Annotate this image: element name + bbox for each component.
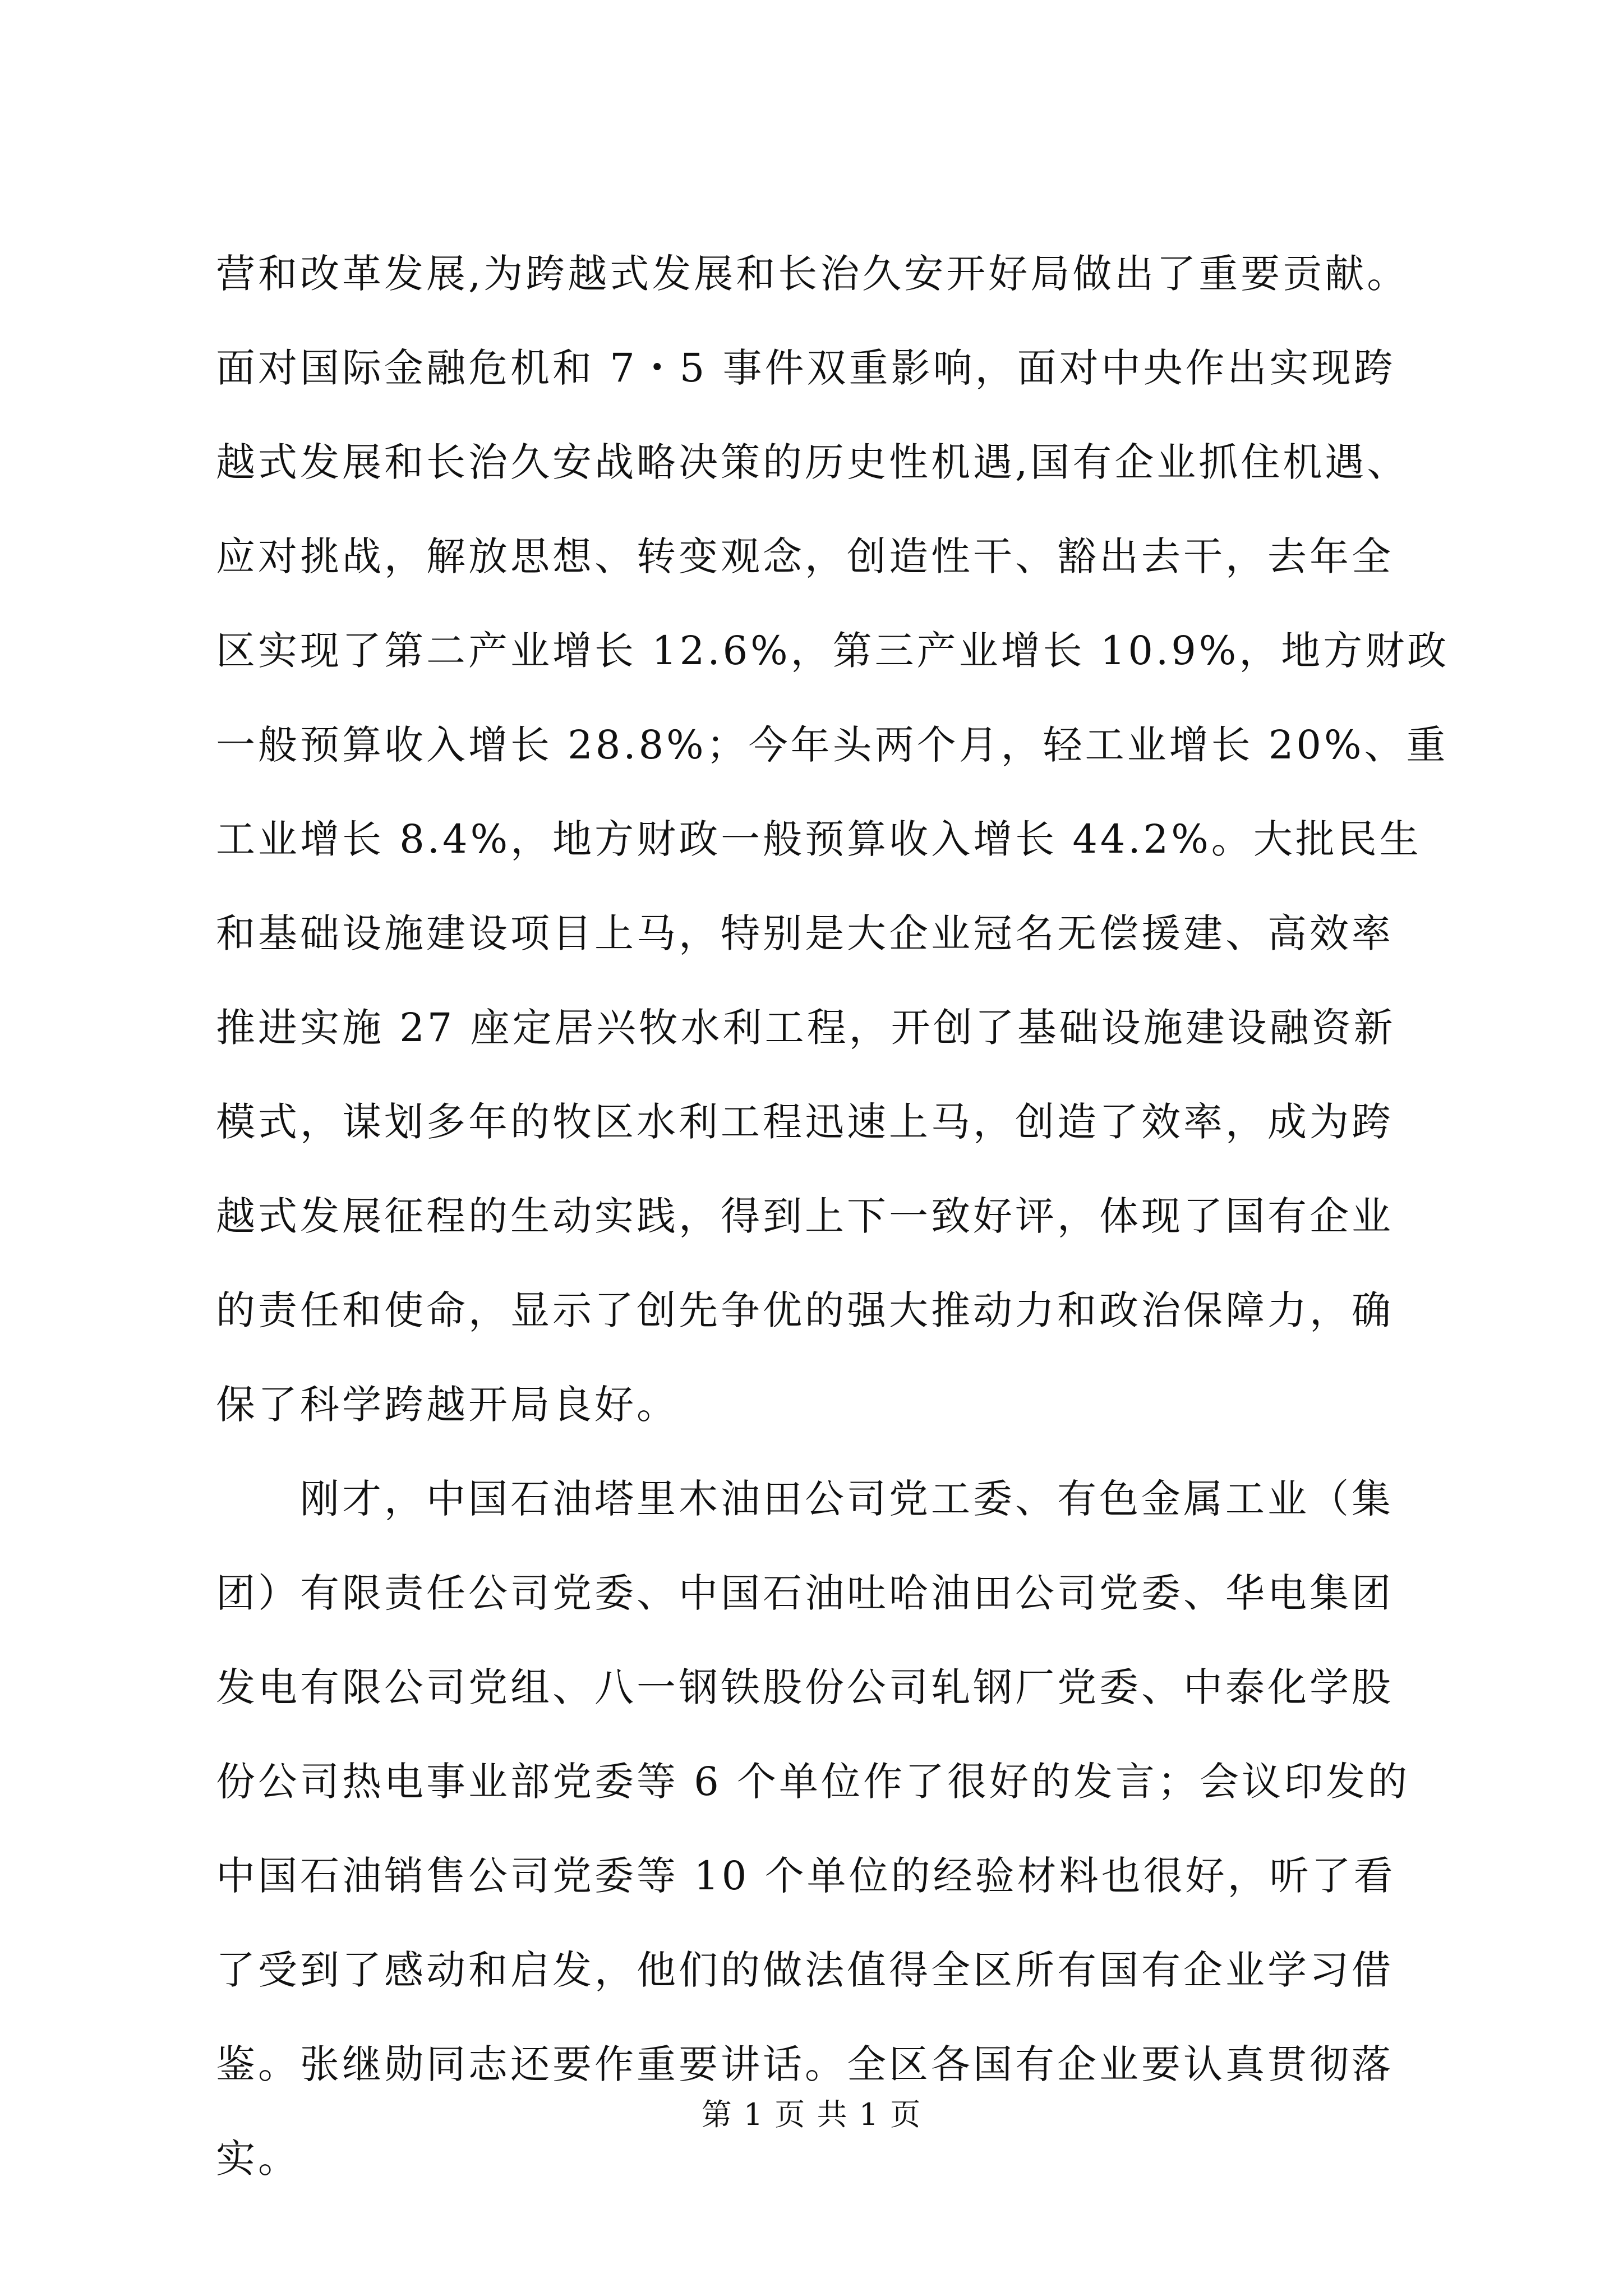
text-line: 份公司热电事业部党委等 6 个单位作了很好的发言；会议印发的 <box>216 1759 1410 1805</box>
text-line: 和基础设施建设项目上马，特别是大企业冠名无偿援建、高效率 <box>216 910 1394 956</box>
text-line: 团）有限责任公司党委、中国石油吐哈油田公司党委、华电集团 <box>216 1570 1394 1616</box>
text-line: 面对国际金融危机和 7・5 事件双重影响，面对中央作出实现跨 <box>216 345 1396 391</box>
text-line: 推进实施 27 座定居兴牧水利工程，开创了基础设施建设融资新 <box>216 1005 1396 1051</box>
text-line: 越式发展和长治久安战略决策的历史性机遇,国有企业抓住机遇、 <box>216 439 1409 485</box>
text-line: 保了科学跨越开局良好。 <box>216 1382 679 1428</box>
text-line: 区实现了第二产业增长 12.6%，第三产业增长 10.9%，地方财政 <box>216 628 1450 674</box>
text-line: 刚才，中国石油塔里木油田公司党工委、有色金属工业（集 <box>300 1476 1394 1522</box>
paragraph-1 <box>216 227 1478 1452</box>
text-line: 了受到了感动和启发，他们的做法值得全区所有国有企业学习借 <box>216 1947 1394 1993</box>
text-line: 工业增长 8.4%，地方财政一般预算收入增长 44.2%。大批民生 <box>216 816 1422 862</box>
text-line: 的责任和使命，显示了创先争优的强大推动力和政治保障力，确 <box>216 1287 1394 1333</box>
text-line: 一般预算收入增长 28.8%；今年头两个月，轻工业增长 20%、重 <box>216 722 1449 768</box>
text-line: 中国石油销售公司党委等 10 个单位的经验材料也很好，听了看 <box>216 1853 1396 1899</box>
page-number-footer: 第 1 页 共 1 页 <box>701 2097 922 2132</box>
document-body <box>216 227 1478 2206</box>
text-line: 营和改革发展,为跨越式发展和长治久安开好局做出了重要贡献。 <box>216 251 1409 297</box>
text-line: 应对挑战，解放思想、转变观念，创造性干、豁出去干，去年全 <box>216 533 1394 579</box>
text-line: 实。 <box>216 2136 300 2182</box>
text-line: 模式，谋划多年的牧区水利工程迅速上马，创造了效率，成为跨 <box>216 1099 1394 1145</box>
text-line: 发电有限公司党组、八一钢铁股份公司轧钢厂党委、中泰化学股 <box>216 1664 1394 1710</box>
text-line: 越式发展征程的生动实践，得到上下一致好评，体现了国有企业 <box>216 1193 1394 1239</box>
text-line: 鉴。张继勋同志还要作重要讲话。全区各国有企业要认真贯彻落 <box>216 2041 1394 2087</box>
